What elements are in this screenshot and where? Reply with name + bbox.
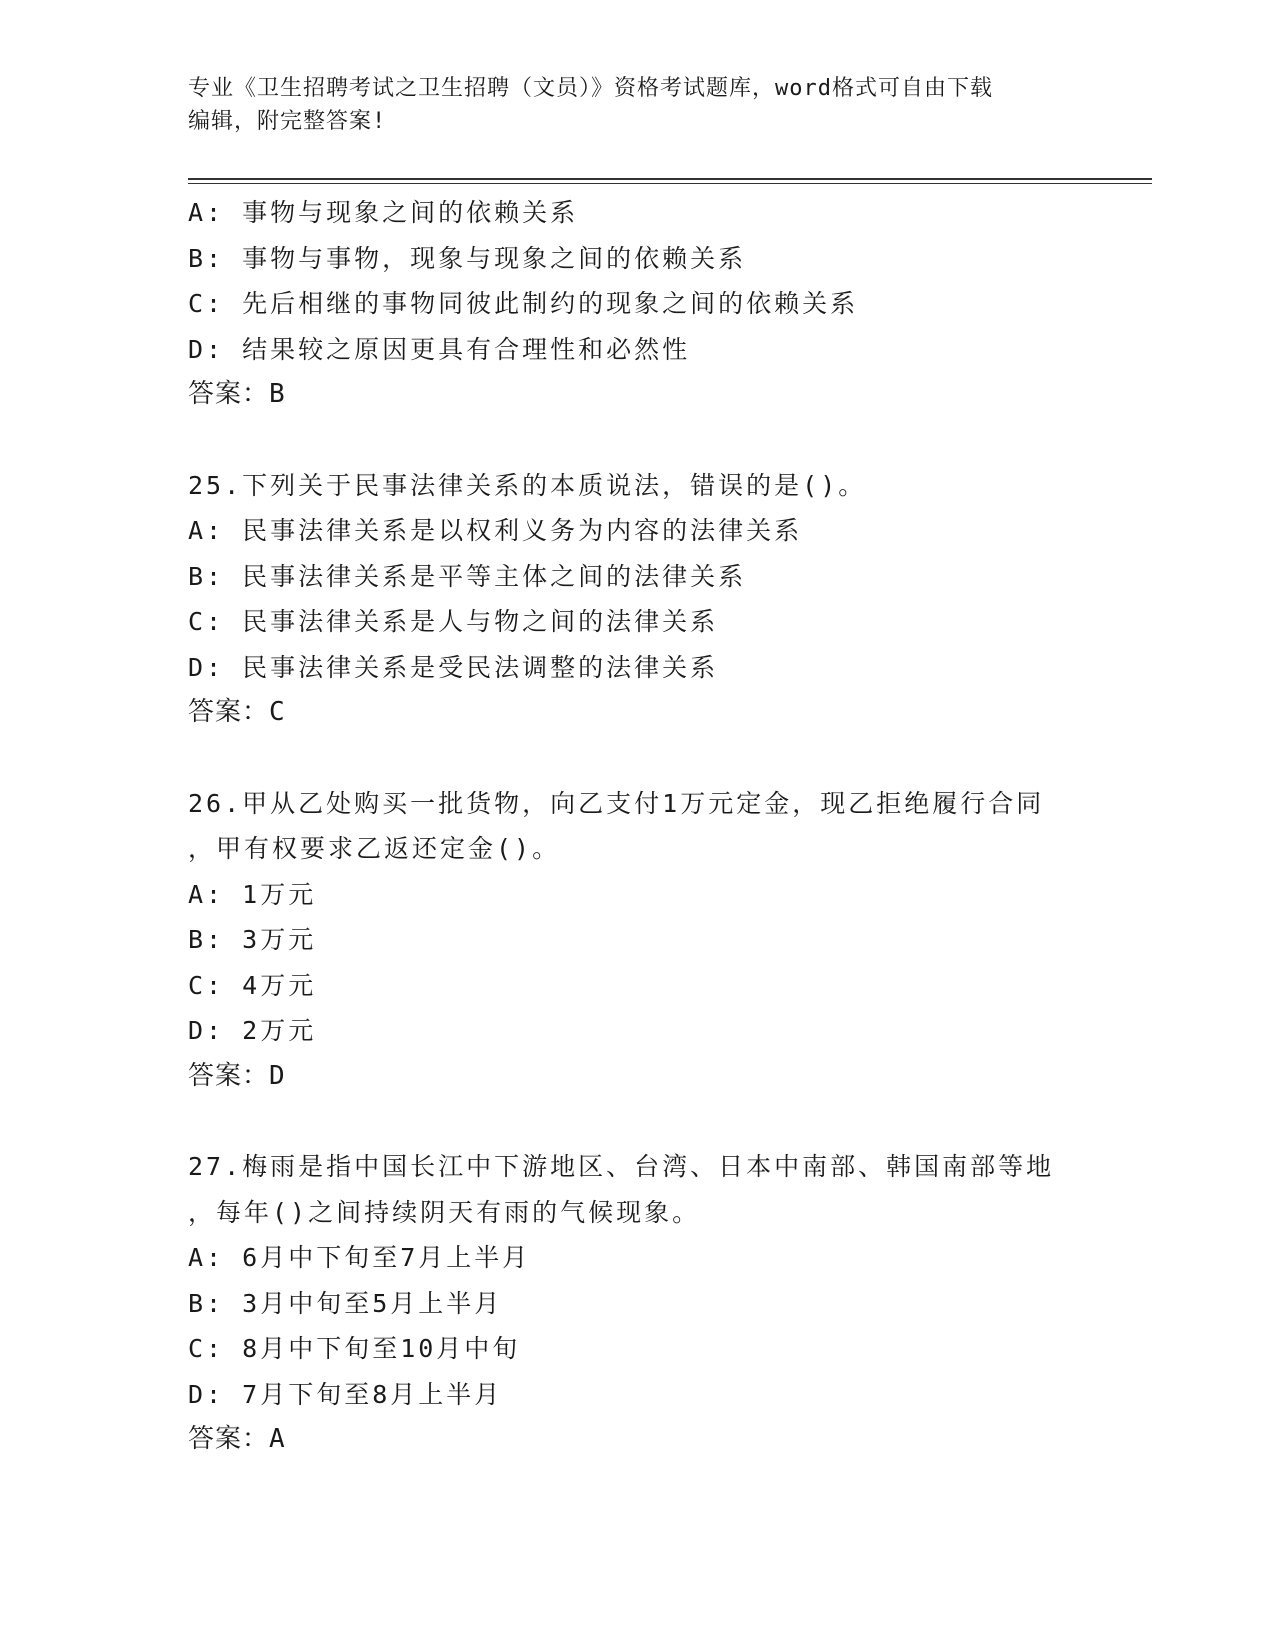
q27-option-d: D: 7月下旬至8月上半月 xyxy=(188,1379,503,1409)
q27-answer: 答案：A xyxy=(188,1424,286,1454)
question-26 xyxy=(188,781,1088,1100)
q24-option-c: C: 先后相继的事物同彼此制约的现象之间的依赖关系 xyxy=(188,289,859,318)
document-header xyxy=(188,72,1068,138)
question-24 xyxy=(188,190,1088,418)
q25-option-d: D: 民事法律关系是受民法调整的法律关系 xyxy=(188,652,719,682)
q27-stem-line-2: ，每年()之间持续阴天有雨的气候现象。 xyxy=(188,1197,701,1227)
q25-option-c: C: 民事法律关系是人与物之间的法律关系 xyxy=(188,607,719,636)
q25-option-a: A: 民事法律关系是以权利义务为内容的法律关系 xyxy=(188,516,803,545)
q25-option-b: B: 民事法律关系是平等主体之间的法律关系 xyxy=(188,561,747,591)
q26-stem-line-1: 26.甲从乙处购买一批货物，向乙支付1万元定金，现乙拒绝履行合同 xyxy=(188,788,1045,818)
question-25 xyxy=(188,463,1088,736)
spacer xyxy=(188,736,1088,781)
q24-answer: 答案：B xyxy=(188,379,286,409)
q24-option-a: A: 事物与现象之间的依赖关系 xyxy=(188,198,579,227)
question-27 xyxy=(188,1144,1088,1463)
q27-option-c: C: 8月中下旬至10月中旬 xyxy=(188,1334,521,1363)
q26-option-b: B: 3万元 xyxy=(188,925,317,954)
q27-option-a: A: 6月中下旬至7月上半月 xyxy=(188,1243,531,1272)
header-line-1: 专业《卫生招聘考试之卫生招聘（文员）》资格考试题库，word格式可自由下载 xyxy=(188,76,993,101)
spacer xyxy=(188,1099,1088,1144)
q26-option-a: A: 1万元 xyxy=(188,879,317,909)
header-line-2: 编辑，附完整答案! xyxy=(188,109,387,134)
q24-option-b: B: 事物与事物，现象与现象之间的依赖关系 xyxy=(188,243,747,273)
q26-answer: 答案：D xyxy=(188,1060,286,1091)
header-divider-thin xyxy=(188,183,1152,184)
q25-stem: 25.下列关于民事法律关系的本质说法，错误的是()。 xyxy=(188,470,867,500)
q24-option-d: D: 结果较之原因更具有合理性和必然性 xyxy=(188,334,691,364)
q25-answer: 答案：C xyxy=(188,697,286,727)
q26-stem-line-2: ，甲有权要求乙返还定金()。 xyxy=(188,834,561,863)
header-divider-thick xyxy=(188,178,1152,180)
q26-option-c: C: 4万元 xyxy=(188,970,317,1000)
q26-option-d: D: 2万元 xyxy=(188,1016,317,1045)
q27-stem-line-1: 27.梅雨是指中国长江中下游地区、台湾、日本中南部、韩国南部等地 xyxy=(188,1152,1055,1181)
question-list xyxy=(188,190,1088,1463)
spacer xyxy=(188,418,1088,463)
q27-option-b: B: 3月中旬至5月上半月 xyxy=(188,1288,503,1318)
